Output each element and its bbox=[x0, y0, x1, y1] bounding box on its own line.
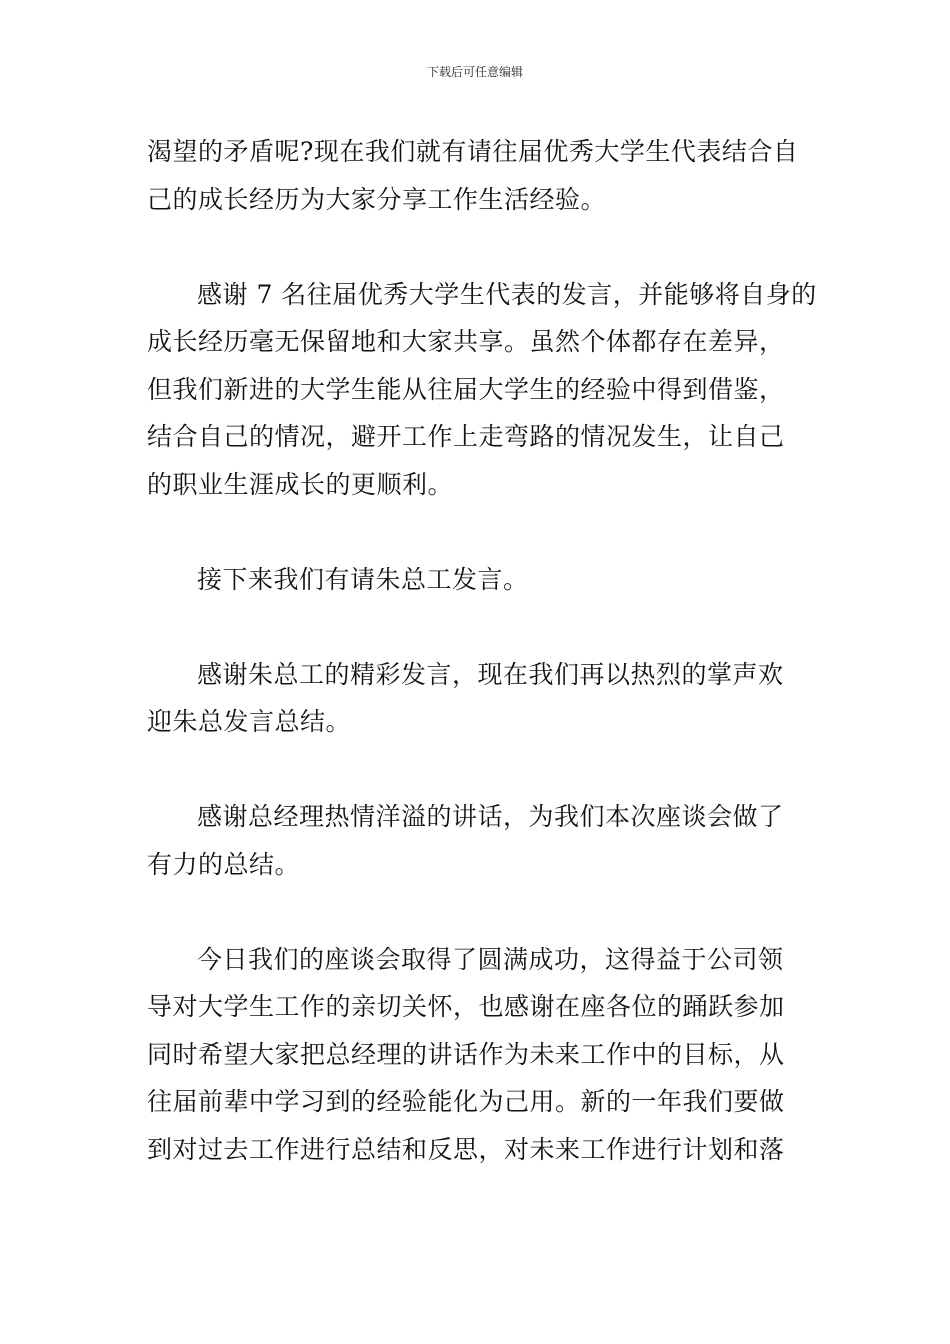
paragraph-line: 接下来我们有请朱总工发言。 bbox=[197, 564, 529, 594]
paragraph-line: 的职业生涯成长的更顺利。 bbox=[147, 469, 454, 499]
paragraph-gap bbox=[147, 508, 807, 556]
paragraph-line: 同时希望大家把总经理的讲话作为未来工作中的目标，从 bbox=[147, 1039, 785, 1069]
paragraph-line: 感谢朱总工的精彩发言，现在我们再以热烈的掌声欢 bbox=[197, 659, 784, 689]
paragraph-5 bbox=[147, 793, 807, 888]
paragraph-line: 导对大学生工作的亲切关怀，也感谢在座各位的踊跃参加 bbox=[147, 992, 785, 1021]
paragraph-1 bbox=[147, 128, 807, 223]
page-header: 下载后可任意编辑 bbox=[426, 65, 523, 79]
paragraph-line: 今日我们的座谈会取得了圆满成功，这得益于公司领 bbox=[197, 944, 784, 974]
paragraph-line: 结合自己的情况，避开工作上走弯路的情况发生，让自己 bbox=[147, 422, 785, 451]
paragraph-2 bbox=[147, 271, 817, 509]
paragraph-gap bbox=[147, 603, 807, 651]
paragraph-6 bbox=[147, 936, 807, 1174]
paragraph-line: 成长经历毫无保留地和大家共享。虽然个体都存在差异， bbox=[147, 327, 785, 356]
paragraph-line: 但我们新进的大学生能从往届大学生的经验中得到借鉴， bbox=[147, 374, 785, 404]
paragraph-line: 感谢 7 名往届优秀大学生代表的发言，并能够将自身的 bbox=[197, 279, 817, 309]
paragraph-line: 迎朱总发言总结。 bbox=[147, 707, 352, 736]
paragraph-line: 往届前辈中学习到的经验能化为己用。新的一年我们要做 bbox=[147, 1087, 785, 1116]
paragraph-line: 到对过去工作进行总结和反思，对未来工作进行计划和落 bbox=[147, 1134, 785, 1164]
paragraph-line: 感谢总经理热情洋溢的讲话，为我们本次座谈会做了 bbox=[197, 802, 784, 831]
document-body bbox=[147, 128, 817, 1173]
paragraph-gap bbox=[147, 223, 807, 271]
paragraph-line: 己的成长经历为大家分享工作生活经验。 bbox=[147, 184, 607, 214]
paragraph-gap bbox=[147, 888, 807, 936]
paragraph-4 bbox=[147, 651, 807, 746]
paragraph-line: 有力的总结。 bbox=[147, 849, 301, 879]
paragraph-gap bbox=[147, 746, 807, 794]
paragraph-3 bbox=[147, 556, 807, 604]
paragraph-line: 渴望的矛盾呢?现在我们就有请往届优秀大学生代表结合自 bbox=[147, 137, 799, 166]
